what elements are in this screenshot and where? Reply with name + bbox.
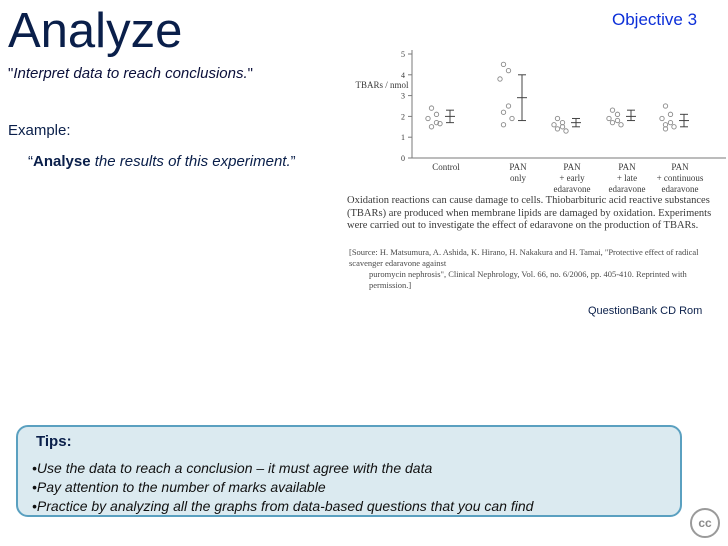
- category-label: only: [509, 173, 527, 183]
- data-point: [506, 68, 510, 72]
- y-tick-label: 5: [401, 50, 405, 59]
- definition-quote: [8, 65, 253, 82]
- data-point: [555, 116, 559, 120]
- data-point: [506, 104, 510, 108]
- figure-source: [349, 247, 721, 291]
- data-point: [615, 118, 619, 122]
- figure-caption: Oxidation reactions can cause damage to cells. Thiobarbituric acid reactive substances (TBARs) are produced when membrane lipids are damaged by oxidation. Experiments were carried out to investigate the effect of edaravone on the production of TBARs.: [347, 195, 712, 231]
- category-label: + continuous: [656, 173, 704, 183]
- data-point: [564, 129, 568, 133]
- creative-commons-icon: cc: [690, 508, 720, 538]
- quote-close: ": [247, 65, 253, 82]
- data-point: [619, 123, 623, 127]
- category-label: PAN: [671, 162, 689, 172]
- data-point: [429, 106, 433, 110]
- tbars-chart: [328, 44, 728, 194]
- data-point: [498, 77, 502, 81]
- category-label: edaravone: [661, 184, 699, 194]
- slide-title: Analyze: [8, 4, 183, 58]
- example-label: Example:: [8, 122, 71, 139]
- y-axis-label: TBARs / nmol: [355, 80, 409, 90]
- tips-title: Tips:: [36, 433, 72, 450]
- category-label: PAN: [618, 162, 636, 172]
- data-point: [510, 116, 514, 120]
- y-tick-label: 1: [401, 133, 405, 143]
- tip-item: •Use the data to reach a conclusion – it must agree with the data: [32, 460, 433, 476]
- category-label: + late: [616, 173, 638, 183]
- source-line-1: [Source: H. Matsumura, A. Ashida, K. Hirano, H. Nakakura and H. Tamai, "Protective effect of radical scavenger edaravone against: [349, 247, 699, 268]
- tip-item: •Practice by analyzing all the graphs from data-based questions that you can find: [32, 498, 534, 514]
- objective-label: Objective 3: [612, 10, 698, 29]
- source-credit: QuestionBank CD Rom: [588, 305, 703, 317]
- category-label: edaravone: [608, 184, 646, 194]
- data-point: [501, 110, 505, 114]
- example-text: [28, 153, 296, 170]
- example-open-quote: “: [28, 153, 33, 170]
- y-tick-label: 3: [401, 91, 405, 101]
- category-label: edaravone: [553, 184, 591, 194]
- tips-box: [16, 425, 682, 517]
- quote-open: ": [8, 65, 14, 82]
- data-point: [668, 120, 672, 124]
- category-label: + early: [559, 173, 585, 183]
- example-keyword: Analyse: [33, 153, 91, 170]
- data-point: [668, 112, 672, 116]
- data-point: [552, 123, 556, 127]
- data-point: [660, 116, 664, 120]
- data-point: [555, 127, 559, 131]
- y-tick-label: 2: [401, 112, 405, 122]
- data-point: [610, 108, 614, 112]
- data-point: [663, 104, 667, 108]
- category-label: PAN: [563, 162, 581, 172]
- source-line-2: puromycin nephrosis", Clinical Nephrology, Vol. 66, no. 6/2006, pp. 405-410. Reprinted with permission.]: [369, 269, 687, 290]
- data-point: [607, 116, 611, 120]
- tip-item: •Pay attention to the number of marks available: [32, 479, 326, 495]
- example-rest: the results of this experiment.: [90, 153, 291, 170]
- category-label: Control: [432, 162, 460, 172]
- example-close-quote: ”: [290, 153, 296, 170]
- data-point: [672, 125, 676, 129]
- data-point: [610, 120, 614, 124]
- category-label: PAN: [509, 162, 527, 172]
- data-point: [429, 125, 433, 129]
- data-point: [501, 62, 505, 66]
- y-tick-label: 4: [401, 70, 405, 80]
- y-tick-label: 0: [401, 154, 405, 163]
- quote-text: Interpret data to reach conclusions.: [13, 65, 248, 82]
- data-point: [615, 112, 619, 116]
- data-point: [426, 116, 430, 120]
- data-point: [434, 112, 438, 116]
- data-point: [501, 123, 505, 127]
